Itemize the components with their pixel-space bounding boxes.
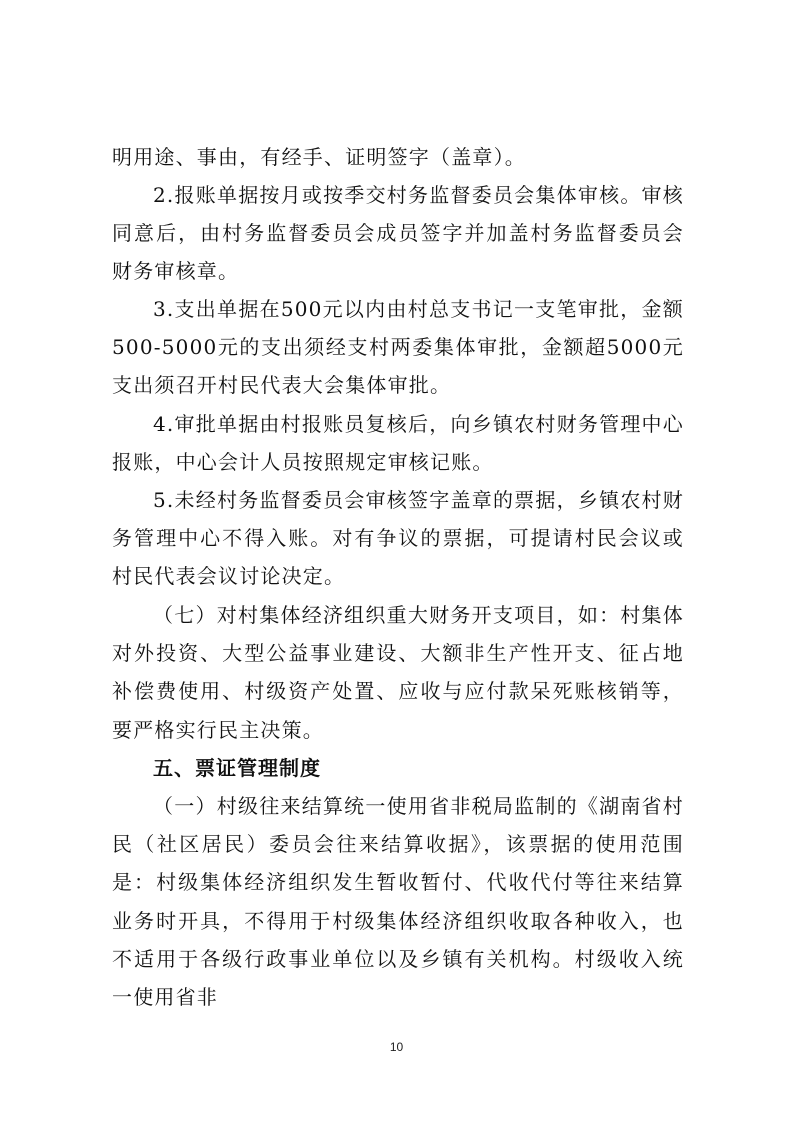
paragraph-item-3: 3.支出单据在500元以内由村总支书记一支笔审批，金额500-5000元的支出须经支村两委集体审批，金额超5000元支出须召开村民代表大会集体审批。 bbox=[112, 297, 684, 398]
paragraph-continuation: 明用途、事由，有经手、证明签字（盖章）。 bbox=[112, 145, 526, 169]
paragraph-section-7: （七）对村集体经济组织重大财务开支项目，如：村集体对外投资、大型公益事业建设、大额非生产性开支、征占地补偿费使用、村级资产处置、应收与应付款呆死账核销等，要严格实行民主决策。 bbox=[112, 603, 684, 742]
paragraph-ticket-1: （一）村级往来结算统一使用省非税局监制的《湖南省村民（社区居民）委员会往来结算收据》，该票据的使用范围是：村级集体经济组织发生暂收暂付、代收代付等往来结算业务时开具，不得用于村级集体经济组织收取各种收入，也不适用于各级行政事业单位以及乡镇有关机构。村级收入统一使用省非 bbox=[112, 794, 684, 1010]
paragraph-item-5: 5.未经村务监督委员会审核签字盖章的票据，乡镇农村财务管理中心不得入账。对有争议的票据，可提请村民会议或村民代表会议讨论决定。 bbox=[112, 488, 684, 589]
paragraph-item-2: 2.报账单据按月或按季交村务监督委员会集体审核。审核同意后，由村务监督委员会成员签字并加盖村务监督委员会财务审核章。 bbox=[112, 183, 684, 284]
page-number: 10 bbox=[389, 1040, 404, 1054]
paragraph-item-4: 4.审批单据由村报账员复核后，向乡镇农村财务管理中心报账，中心会计人员按照规定审核记账。 bbox=[112, 412, 684, 475]
section-heading: 五、票证管理制度 bbox=[153, 756, 321, 780]
